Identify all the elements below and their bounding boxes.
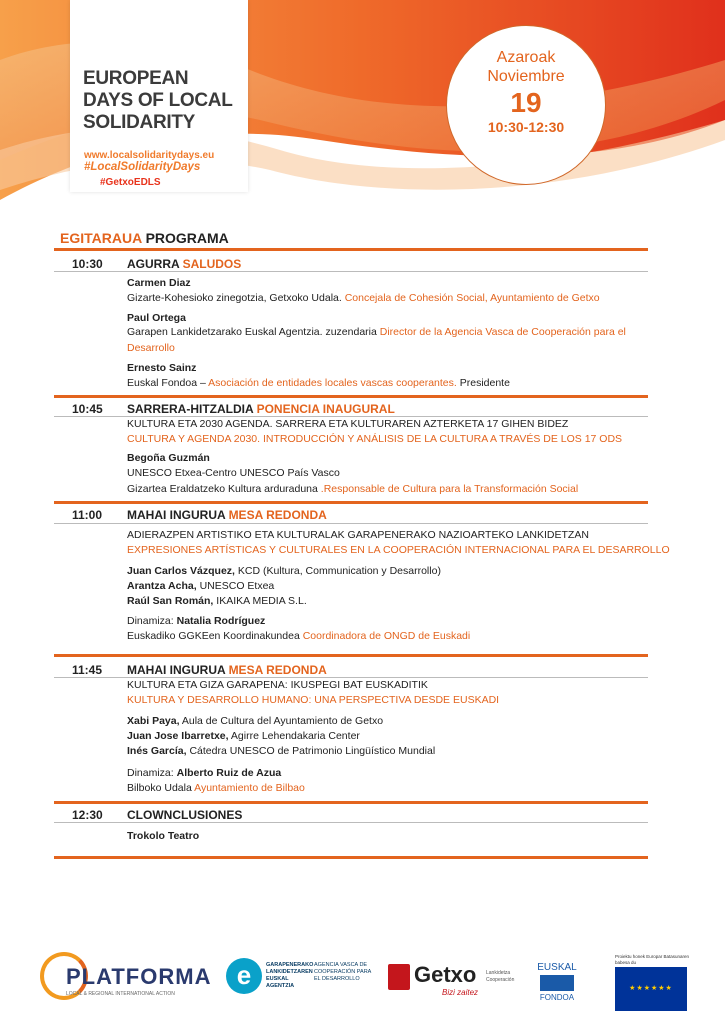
panelist-name: Inés García,	[127, 745, 187, 757]
heading-basque: AGURRA	[127, 257, 180, 271]
campaign-tag: #LocalSolidarityDays	[84, 161, 201, 173]
organization-spanish: Ayuntamiento de Bilbao	[194, 782, 305, 794]
heading-spanish: MESA REDONDA	[228, 663, 327, 677]
website-url[interactable]: www.localsolidaritydays.eu	[84, 150, 215, 161]
moderator	[127, 767, 281, 779]
event-time: 10:30-12:30	[487, 119, 565, 135]
speaker-role	[127, 377, 510, 389]
role-basque: Gizarte-Kohesioko zinegotzia, Getxoko Udala.	[127, 292, 342, 304]
heading-spanish: SALUDOS	[182, 257, 242, 271]
getxo-logo	[388, 962, 523, 998]
logo-line-3: SOLIDARITY	[83, 112, 196, 133]
basque-cooperation-agency-logo	[226, 958, 376, 998]
platforma-tagline: LOCAL & REGIONAL INTERNATIONAL ACTION	[66, 991, 175, 997]
section-heading: CLOWNCLUSIONES	[127, 808, 243, 822]
role-spanish: Concejala de Cohesión Social,	[344, 292, 488, 304]
speaker-role	[127, 483, 578, 495]
moderator-name: Natalia Rodríguez	[176, 615, 266, 627]
edls-logo-title	[83, 68, 233, 134]
panel-title-basque: ADIERAZPEN ARTISTIKO ETA KULTURALAK GARAPENERAKO NAZIOARTEKO LANKIDETZAN	[127, 529, 589, 541]
header-banner	[0, 0, 725, 215]
eu-funding-text: Proiektu honek Europar Batasunaren babesa du	[615, 954, 690, 965]
panel-title-basque: KULTURA ETA GIZA GARAPENA: IKUSPEGI BAT EUSKADITIK	[127, 679, 428, 691]
section-time: 10:30	[72, 257, 103, 271]
panelist-name: Raúl San Román,	[127, 595, 214, 607]
platforma-name: PLATFORMA	[66, 964, 212, 989]
panelist-organization: Cátedra UNESCO de Patrimonio Lingüístico Mundial	[189, 745, 436, 757]
divider	[54, 416, 648, 417]
section-heading	[127, 508, 327, 522]
panelist	[127, 565, 441, 577]
date-badge	[446, 25, 606, 185]
moderator-organization	[127, 782, 305, 794]
panelist-name: Xabi Paya,	[127, 715, 180, 727]
role: Presidente	[459, 377, 510, 389]
talk-title-basque: KULTURA ETA 2030 AGENDA. SARRERA ETA KULTURAREN AZTERKETA 17 GIHEN BIDEZ	[127, 418, 569, 430]
heading-basque: MAHAI INGURUA	[127, 508, 226, 522]
organization-basque: Euskal Fondoa –	[127, 377, 206, 389]
divider	[54, 395, 648, 398]
divider	[54, 856, 648, 859]
speaker-name: Carmen Diaz	[127, 277, 191, 289]
eu-funding-logo	[615, 954, 691, 1010]
moderator	[127, 615, 265, 627]
speaker-name: Paul Ortega	[127, 312, 186, 324]
organization-spanish: Asociación de entidades locales vascas cooperantes.	[208, 377, 457, 389]
getxo-name: Getxo	[414, 962, 477, 987]
section-heading	[127, 402, 395, 416]
moderator-label: Dinamiza:	[127, 615, 174, 627]
panelist-name: Juan Carlos Vázquez,	[127, 565, 235, 577]
role-basque: Garapen Lankidetzarako Euskal Agentzia. zuzendaria	[127, 326, 377, 338]
divider	[54, 501, 648, 504]
divider	[54, 677, 648, 678]
divider	[54, 523, 648, 524]
section-time: 12:30	[72, 808, 103, 822]
organization-spanish: Ayuntamiento de Getxo	[490, 292, 600, 304]
role-spanish: .Responsable de Cultura para la Transformación Social	[320, 483, 579, 495]
speaker-name: Begoña Guzmán	[127, 452, 210, 464]
month-basque: Azaroak	[496, 49, 556, 66]
sponsor-logos	[0, 940, 725, 1024]
eu-flag-icon	[615, 967, 687, 1011]
euskal-fondoa-mark-icon	[540, 975, 574, 991]
platforma-logo	[40, 952, 215, 1006]
performer-name: Trokolo Teatro	[127, 830, 200, 842]
divider	[54, 248, 648, 251]
eu-stars-icon: ★★★★★★	[629, 985, 673, 992]
panelist	[127, 595, 307, 607]
getxo-department: Lankidetza Cooperación	[486, 970, 515, 983]
panelist-organization: Agirre Lehendakaria Center	[230, 730, 360, 742]
speaker-name: Ernesto Sainz	[127, 362, 197, 374]
speaker-role	[127, 324, 642, 356]
panel-title-spanish: KULTURA Y DESARROLLO HUMANO: UNA PERSPECTIVA DESDE EUSKADI	[127, 694, 500, 706]
section-heading	[127, 663, 327, 677]
heading-spanish: MESA REDONDA	[228, 508, 327, 522]
panelist-organization: KCD (Kultura, Communication y Desarrollo)	[237, 565, 441, 577]
section-time: 11:00	[72, 508, 103, 522]
logo-line-1: EUROPEAN	[83, 68, 189, 89]
moderator-label: Dinamiza:	[127, 767, 174, 779]
agency-e-icon: e	[226, 958, 262, 994]
section-time: 10:45	[72, 402, 103, 416]
organization-basque: Bilboko Udala	[127, 782, 192, 794]
program-title-spanish: PROGRAMA	[145, 230, 229, 246]
panelist-name: Juan Jose Ibarretxe,	[127, 730, 229, 742]
panelist	[127, 580, 274, 592]
logo-line-2: DAYS OF LOCAL	[83, 90, 233, 111]
speaker-role	[127, 292, 600, 304]
agency-name-spanish: AGENCIA VASCA DE COOPERACIÓN PARA EL DESARROLLO	[314, 962, 372, 982]
heading-basque: SARRERA-HITZALDIA	[127, 402, 254, 416]
divider	[54, 654, 648, 657]
role-basque: Gizartea Eraldatzeko Kultura arduraduna	[127, 483, 318, 495]
euskal-label: EUSKAL	[537, 962, 577, 973]
role-spanish: Director de la Agencia Vasca de Cooperación para el Desarrollo	[127, 326, 626, 354]
panel-title-spanish: EXPRESIONES ARTÍSTICAS Y CULTURALES EN LA COOPERACIÓN INTERNACIONAL PARA EL DESARROLLO	[127, 544, 670, 556]
section-time: 11:45	[72, 663, 103, 677]
month-spanish: Noviembre	[487, 68, 565, 85]
panelist-organization: UNESCO Etxea	[199, 580, 275, 592]
heading-spanish: PONENCIA INAUGURAL	[256, 402, 395, 416]
panelist	[127, 715, 383, 727]
divider	[54, 271, 648, 272]
organization-basque: Euskadiko GGKEen Koordinakundea	[127, 630, 300, 642]
speaker-organization: UNESCO Etxea-Centro UNESCO País Vasco	[127, 467, 340, 479]
panelist-name: Arantza Acha,	[127, 580, 197, 592]
heading-basque: MAHAI INGURUA	[127, 663, 226, 677]
panelist-organization: Aula de Cultura del Ayuntamiento de Getxo	[181, 715, 384, 727]
event-day: 19	[510, 87, 542, 118]
divider	[54, 801, 648, 804]
getxo-shield-icon	[388, 964, 410, 990]
program-title-basque: EGITARAUA	[60, 230, 142, 246]
organization-spanish: Coordinadora de ONGD de Euskadi	[302, 630, 471, 642]
fondoa-label: FONDOA	[539, 993, 575, 1002]
euskal-fondoa-logo	[534, 962, 580, 1012]
divider	[54, 822, 648, 823]
talk-title-spanish: CULTURA Y AGENDA 2030. INTRODUCCIÓN Y ANÁLISIS DE LA CULTURA A TRAVÉS DE LOS 17 ODS	[127, 433, 623, 445]
moderator-organization	[127, 630, 470, 642]
edls-logo-card	[70, 0, 248, 192]
agency-name-basque: GARAPENERAKO LANKIDETZAREN EUSKAL AGENTZIA	[266, 962, 314, 989]
panelist	[127, 730, 360, 742]
panelist	[127, 745, 435, 757]
program-title	[60, 230, 229, 246]
getxo-slogan: Bizi zaitez	[442, 988, 479, 997]
section-heading	[127, 257, 241, 271]
panelist-organization: IKAIKA MEDIA S.L.	[216, 595, 307, 607]
event-hashtag: #GetxoEDLS	[100, 177, 161, 188]
moderator-name: Alberto Ruiz de Azua	[176, 767, 282, 779]
